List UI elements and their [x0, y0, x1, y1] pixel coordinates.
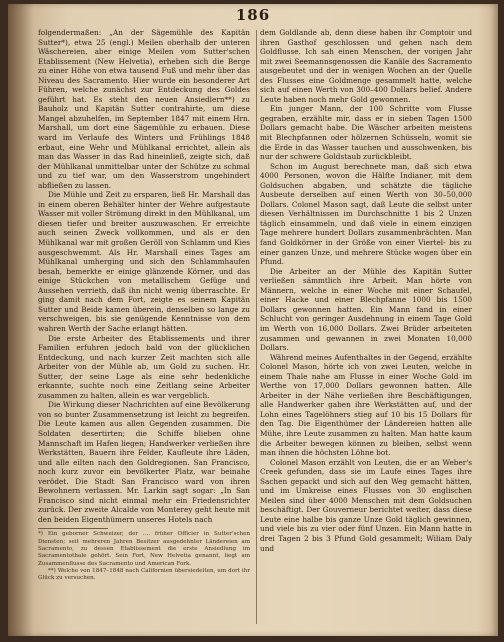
right-paragraph: Die Arbeiter an der Mühle des Kapitän Sutter verließen sämmtlich ihre Arbeit. Man hörte von Männern, welche in einer Woche mit einer Schaufel, einer Hacke und einer Blechpfanne 1000 bis 1500 Dollars gewonnen hatten. Ein Mann fand in einer Schlucht von geringer Ausdehnung in einem Tage Gold im Werth von 16,000 Dollars. Zwei Brüder arbeiteten zusammen und gewannen in zwei Monaten 10,000 Dollars. [260, 266, 472, 353]
right-paragraph: dem Goldlande ab, denn diese haben ihr Comptoir und ihren Gasthof geschlossen und gehen nach dem Goldflusse. Ich sah einen Menschen, der vorigen Jahr mit zwei Seemannsgenossen die Kanäle des Sacramento ausgebeutet und der in wenigen Wochen an der Quelle des Flusses eine Goldmenge gesammelt hatte, welche sich auf einen Werth von 300–400 Dollars belief. Andere Leute haben noch mehr Gold gewonnen. [260, 28, 472, 104]
book-gutter-shadow [8, 4, 34, 636]
footnote: **) Welche von 1847–1848 nach Californien übersiedelten, um dort ihr Glück zu versuchen. [38, 567, 250, 582]
left-paragraph: folgendermaßen: „An der Sägemühle des Kapitän Sutter*), etwa 25 (engl.) Meilen oberhalb der unteren Wäschereien, aber einige Meilen vom Sutter'schen Etablissement (New Helvetia), erheben sich die Berge zu einer Höhe von etwa tausend Fuß und mehr über das Niveau des Sacramento. Hier wurde ein besonderer Art Führen, welche zunächst zur Entdeckung des Goldes geführt hat. Es steht den neuen Ansiedlern**) zu Bauholz und Kapitän Sutter contrahirte, um diese Mangel abzuhelfen, im September 1847 mit einem Hrn. Marshall, um dort eine Sägemühle zu erbauen. Diese ward im Verlaufe des Winters und Frühlings 1848 erbaut, eine Wehr und Mühlkanal errichtet, allein als man das Wasser in das Rad hineinließ, zeigte sich, daß der Mühlkanal unmittelbar unter der Schütze zu schmal und zu tief war, um den Wasserstrom ungehindert abfließen zu lassen. [38, 28, 250, 190]
book-page [8, 4, 498, 636]
right-paragraph: Colonel Mason erzählt von Leuten, die er an Weber's Creek gefunden, dass sie im Laufe eines Tages ihre Sachen gepackt und sich auf den Weg gemacht hätten, und im Umkreise eines Flusses von 30 englischen Meilen sind über 4000 Menschen mit dem Goldsuchen beschäftigt. Der Gouverneur berichtet weiter, dass diese Leute eine halbe bis ganze Unze Gold täglich gewinnen, und viele bis zu vier oder fünf Unzen. Ein Mann hatte in drei Tagen 2 bis 3 Pfund Gold gesammelt; Wiliam Daly und [260, 457, 472, 553]
right-paragraph: Ein junger Mann, der 100 Schritte vom Flusse gegraben, erzählte mir, dass er in sieben Tagen 1500 Dollars gemacht habe. Die Wäscher arbeiten meistens mit Blechpfannen oder hölzernen Schüsseln, womit sie die Erde in das Wasser tauchen und ausschwenken, bis nur der schwere Goldstaub zurückbleibt. [260, 104, 472, 162]
left-paragraph: Die Mühle und Zeit zu ersparen, ließ Hr. Marshall das in einem oberen Behälter hinter der Wehre aufgestaute Wasser mit voller Strömung direkt in den Mühlkanal, um diesen tiefer und breiter auszuwaschen. Er erreichte auch seinen Zweck vollkommen, und als er den Mühlkanal war mit großen Geröll von Schlamm und Kies ausgeschwemmt. Als Hr. Marshall eines Tages am Mühlkanal umherging und sich den Schlammhaufen besah, bemerkte er einige glänzende Körner, und das einige Stückchen von metallischem Gefüge und Aussehen verrieth, daß ihn nicht wenig überraschte. Er ging damit nach dem Fort, zeigte es seinem Kapitän Sutter und Beide kamen überein, denselben so lange zu verschweigen, bis sie genügende Kenntnisse von dem wahren Werth der Sache erlangt hätten. [38, 190, 250, 333]
footnote-divider [38, 528, 108, 529]
right-paragraph: Schon im August berechnete man, daß sich etwa 4000 Personen, wovon die Hälfte Indianer, mit dem Goldsuchen abgaben, und schätzte die tägliche Ausbeute derselben auf einen Werth von 30–50,000 Dollars. Colonel Mason sagt, daß Leute die selbst unter diesen Verhältnissen im Durchschnitte 1 bis 2 Unzen täglich einsammeln, und daß viele in einem einzigen Tage mehrere hundert Dollars zusammenbrächten. Man fand Goldkörner in der Größe von einer Viertel- bis zu einer ganzen Unze, und mehrere Stücke wogen über ein Pfund. [260, 161, 472, 267]
right-paragraph: Während meines Aufenthaltes in der Gegend, erzählte Colonel Mason, hörte ich von zwei Leuten, welche in einem Thale nahe am Flusse in einer Woche Gold im Werthe von 17,000 Dollars gewonnen hatten. Alle Arbeiter in der Nähe verließen ihre Beschäftigungen, alle Handwerker gaben ihre Werkstätten auf, und der Lohn eines Tagelöhners stieg auf 10 bis 15 Dollars für den Tag. Die Eigenthümer der Ländereien hatten alle Mühe, ihre Leute zusammen zu halten. Man hatte kaum die Arbeiter bewegen können zu bleiben, selbst wenn man ihnen die höchsten Löhne bot. [260, 352, 472, 458]
column-divider [256, 30, 257, 624]
page-number: 186 [235, 6, 271, 24]
left-paragraph: Die Wirkung dieser Nachrichten auf eine Bevölkerung von so bunter Zusammensetzung ist leicht zu begreifen. Die Leute kamen aus allen Gegenden zusammen. Die Soldaten desertirten; die Schiffe blieben ohne Mannschaft im Hafen liegen; Handwerker verließen ihre Werkstätten, Bauern ihre Felder, Kaufleute ihre Läden, und alle eilten nach den Goldregionen. San Francisco, noch kurz zuvor ein bevölkerter Platz, war beinahe verödet. Die Stadt San Francisco ward von ihren Bewohnern verlassen. Mr. Larkin sagt sogar: „In San Francisco sind nicht einmal mehr ein Friedensrichter zurück. Der zweite Alcalde von Monterey geht heute mit den beiden Eigenthümern unseres Hotels nach [38, 400, 250, 524]
left-paragraph: Die erste Arbeiter des Etablissements und ihrer Familien erfuhren jedoch bald von der glücklichen Entdeckung, und nach kurzer Zeit machten sich alle Arbeiter von der Mühle ab, um Gold zu suchen. Hr. Sutter, der seine Lage als eine sehr bedenkliche erkannte, suchte noch eine Zeitlang seine Arbeiter zusammen zu halten, allein es war vergeblich. [38, 333, 250, 400]
footnote: *) Ein geborner Schweizer, der .... früher Officier in Sutter'schen Diensten; seit mehreren Jahren Besitzer ausgedehnter Ländereien am Sacramento, zu dessen Etablissement die erste Ansiedlung im Sacramentothale gehört. Sein Fort, New Helvetia genannt, liegt am Zusammenflusse des Sacramento und American Fork. [38, 531, 250, 567]
right-column [260, 28, 472, 553]
left-column [38, 28, 250, 583]
